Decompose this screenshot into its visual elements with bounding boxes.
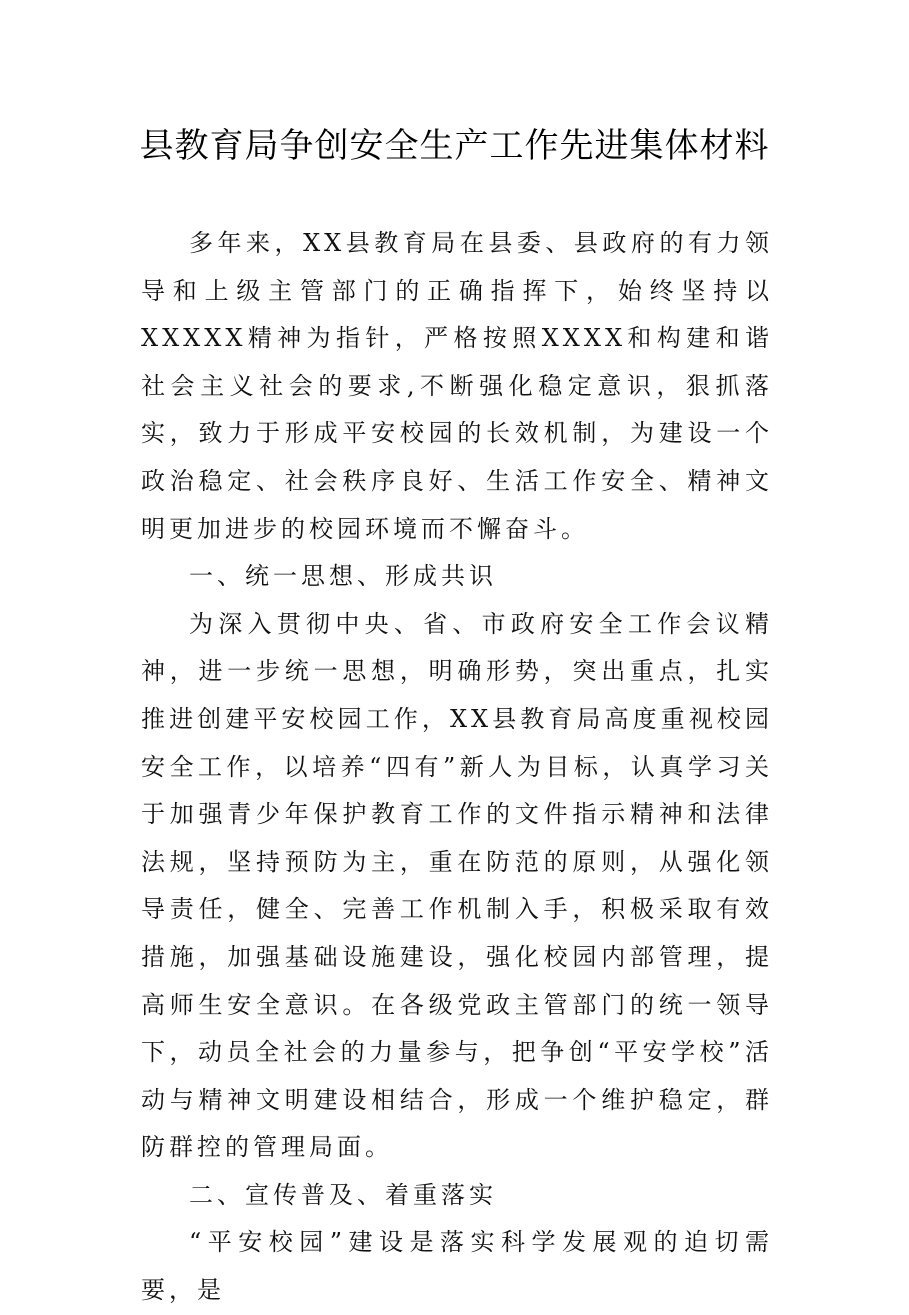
paragraph-intro: 多年来，XX县教育局在县委、县政府的有力领导和上级主管部门的正确指挥下，始终坚持以XXXXX精神为指针，严格按照XXXX和构建和谐社会主义社会的要求,不断强化稳定意识，狠抓落实，致力于形成平安校园的长效机制，为建设一个政治稳定、社会秩序良好、生活工作安全、精神文明更加进步的校园环境而不懈奋斗。: [141, 229, 773, 543]
document-title: 县教育局争创安全生产工作先进集体材料: [139, 126, 770, 166]
paragraph-section-1: 为深入贯彻中央、省、市政府安全工作会议精神，进一步统一思想，明确形势，突出重点，扎实推进创建平安校园工作，XX县教育局高度重视校园安全工作，以培养“四有”新人为目标，认真学习关于加强青少年保护教育工作的文件指示精神和法律法规，坚持预防为主，重在防范的原则，从强化领导责任，健全、完善工作机制入手，积极采取有效措施，加强基础设施建设，强化校园内部管理，提高师生安全意识。在各级党政主管部门的统一领导下，动员全社会的力量参与，把争创“平安学校”活动与精神文明建设相结合，形成一个维护稳定，群防群控的管理局面。: [141, 609, 773, 1162]
paragraph-section-2: “平安校园”建设是落实科学发展观的迫切需要，是: [141, 1228, 773, 1305]
section-heading-1: 一、统一思想、形成共识: [189, 562, 497, 591]
document-body: [141, 220, 773, 1315]
section-heading-2: 二、宣传普及、着重落实: [189, 1180, 497, 1209]
